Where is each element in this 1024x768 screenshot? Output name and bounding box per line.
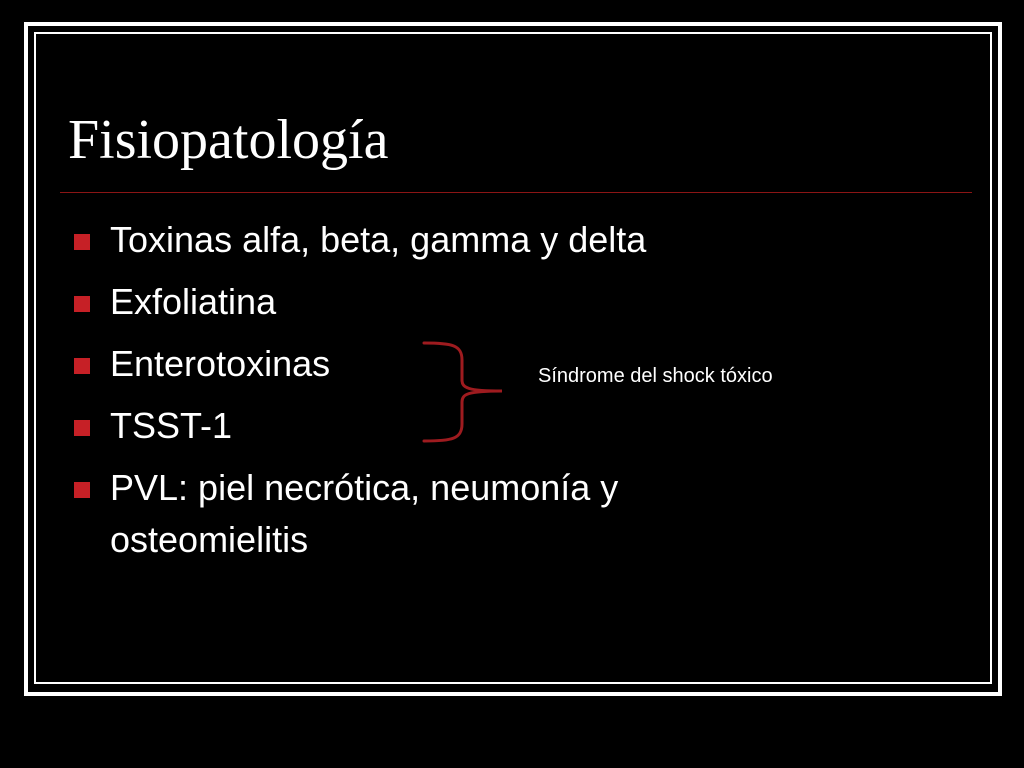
bullet-item [72, 214, 772, 266]
right-brace-icon [422, 340, 512, 444]
square-bullet-icon [74, 234, 90, 250]
bullet-item [72, 462, 772, 566]
square-bullet-icon [74, 482, 90, 498]
title-divider [60, 192, 972, 193]
bullet-text: PVL: piel necrótica, neumonía y osteomielitis [110, 467, 619, 560]
square-bullet-icon [74, 296, 90, 312]
bullet-text: TSST-1 [110, 405, 233, 446]
bullet-text: Enterotoxinas [110, 343, 331, 384]
bullet-text: Toxinas alfa, beta, gamma y delta [110, 219, 647, 260]
bullet-text: Exfoliatina [110, 281, 277, 322]
slide-title: Fisiopatología [68, 109, 389, 171]
bullet-item [72, 276, 772, 328]
toxic-shock-syndrome-note: Síndrome del shock tóxico [538, 365, 773, 387]
square-bullet-icon [74, 358, 90, 374]
square-bullet-icon [74, 420, 90, 436]
